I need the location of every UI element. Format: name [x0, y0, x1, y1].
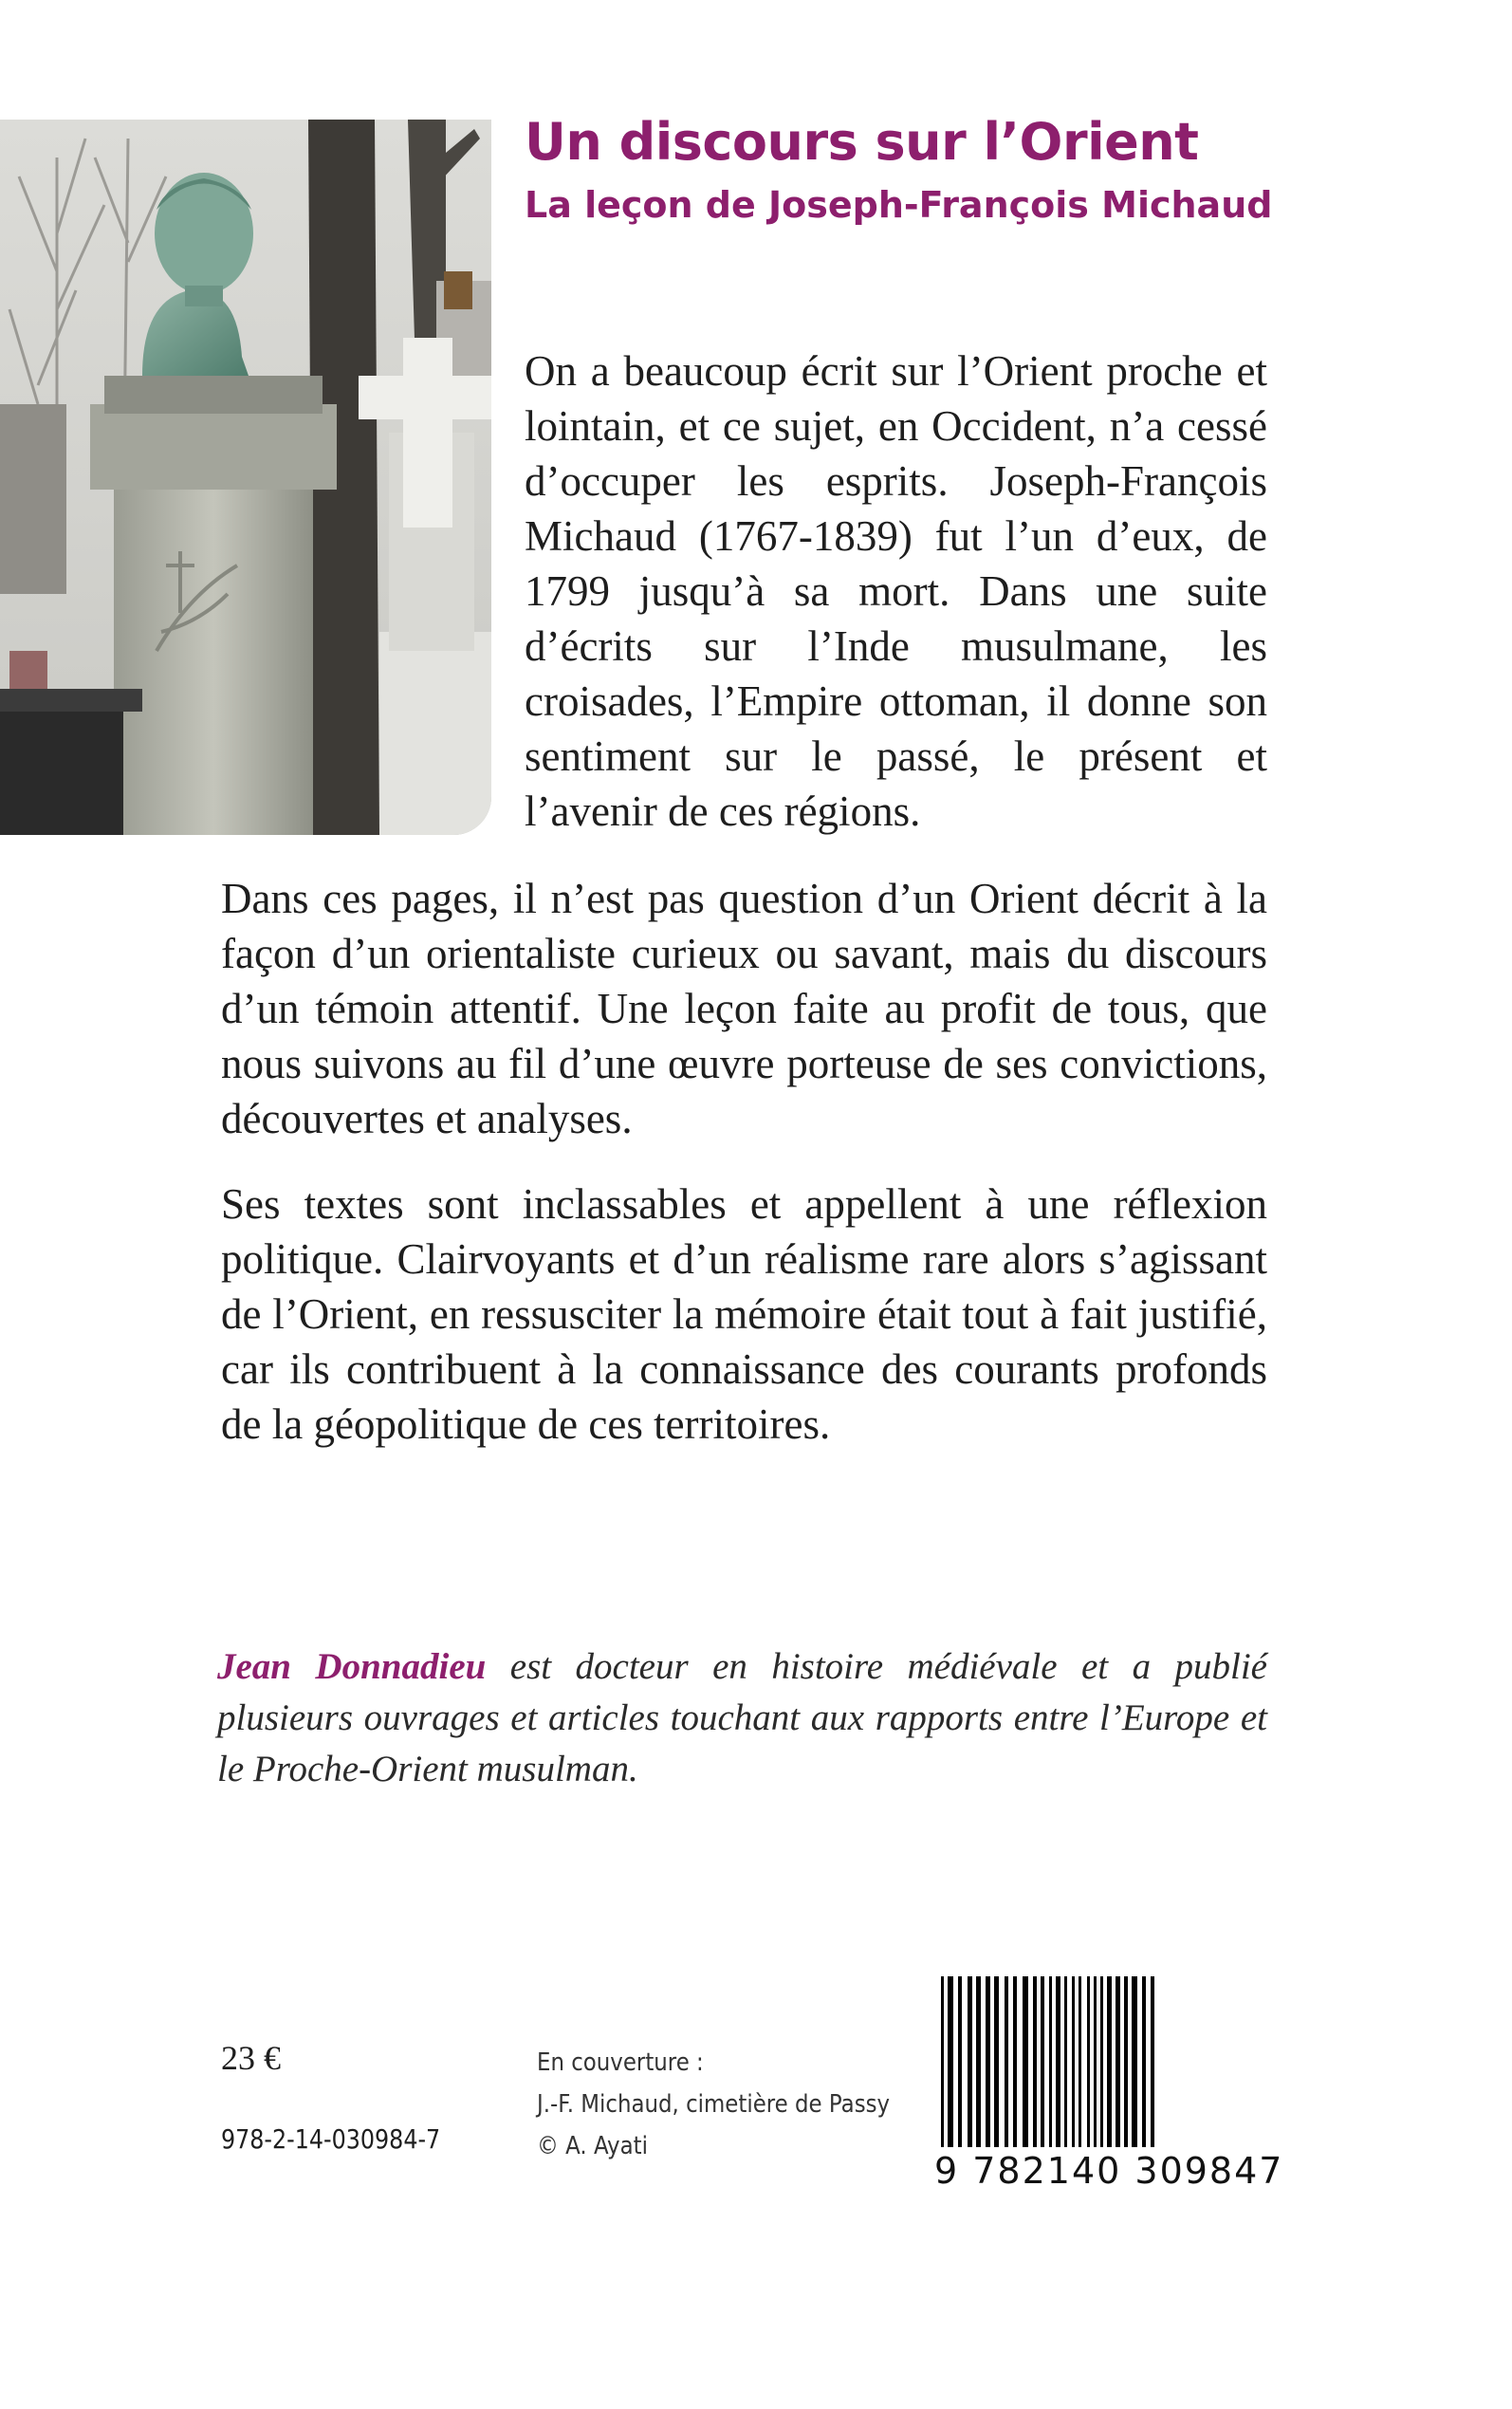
cover-photo [0, 120, 491, 835]
barcode-bar [941, 1976, 944, 2147]
barcode-bar [994, 1976, 999, 2147]
barcode-bar [1079, 1976, 1081, 2147]
barcode-bar [1107, 1976, 1112, 2147]
barcode-bar [968, 1976, 972, 2147]
barcode-bar [958, 1976, 962, 2147]
barcode-bar [976, 1976, 981, 2147]
barcode-bar [986, 1976, 990, 2147]
cover-credits [537, 2042, 890, 2167]
isbn: 978-2-14-030984-7 [221, 2123, 441, 2155]
author-bio-text: est docteur en histoire médiévale et a publié plusieurs ouvrages et articles touchant aux rapports entre l’Europe et le Proche-Orient musulman. [217, 1646, 1267, 1789]
barcode-bar [1013, 1976, 1017, 2147]
barcode-bar [1005, 1976, 1008, 2147]
barcode-bar [1041, 1976, 1044, 2147]
barcode-bar [1023, 1976, 1028, 2147]
barcode-bar [1094, 1976, 1097, 2147]
barcode-bar [1064, 1976, 1067, 2147]
barcode-bar [948, 1976, 953, 2147]
author-name: Jean Donnadieu [217, 1646, 487, 1687]
barcode-bar [1100, 1976, 1103, 2147]
credit-line-2: J.-F. Michaud, cimetière de Passy [537, 2090, 891, 2119]
price: 23 € [221, 2039, 281, 2077]
barcode-bar [1142, 1976, 1146, 2147]
barcode-bar [1116, 1976, 1120, 2147]
book-subtitle: La leçon de Joseph-François Michaud [525, 184, 1273, 226]
credit-line-1: En couverture : [537, 2048, 704, 2077]
barcode-bar [1033, 1976, 1037, 2147]
blurb-paragraph-3: Ses textes sont inclassables et appellent à une réflexion politique. Clairvoyants et d’un réalisme rare alors s’agissant de l’Orient, en ressusciter la mémoire était tout à fait justifié, car ils contribuent à la connaissance des courants profonds de la géopolitique de ces territoires. [221, 1180, 1267, 1448]
blurb-paragraph-2: Dans ces pages, il n’est pas question d’un Orient décrit à la façon d’un orientaliste curieux ou savant, mais du discours d’un témoin attentif. Une leçon faite au profit de tous, que nous suivons au fil d’une œuvre porteuse de ses convictions, découvertes et analyses. [221, 875, 1267, 1142]
book-title: Un discours sur l’Orient [525, 112, 1199, 172]
credit-line-3: © A. Ayati [537, 2132, 648, 2160]
barcode-bar [1072, 1976, 1075, 2147]
barcode-bar [1049, 1976, 1052, 2147]
barcode-bar [1151, 1976, 1154, 2147]
barcode-digits: 9 782140 309847 [934, 2150, 1284, 2192]
blurb-paragraph-1: On a beaucoup écrit sur l’Orient proche et lointain, et ce sujet, en Occident, n’a cessé d’occuper les esprits. Joseph-François Michaud (1767-1839) fut l’un d’eux, de 1799 jusqu’à sa mort. Dans une suite d’écrits sur l’Inde musulmane, les croisades, l’Empire ottoman, il donne son sentiment sur le passé, le présent et l’avenir de ces régions. [525, 347, 1267, 835]
author-bio [217, 1641, 1267, 1795]
barcode-bar [1124, 1976, 1128, 2147]
barcode-bar [1087, 1976, 1090, 2147]
barcode-bar [1132, 1976, 1137, 2147]
barcode-bar [1056, 1976, 1060, 2147]
